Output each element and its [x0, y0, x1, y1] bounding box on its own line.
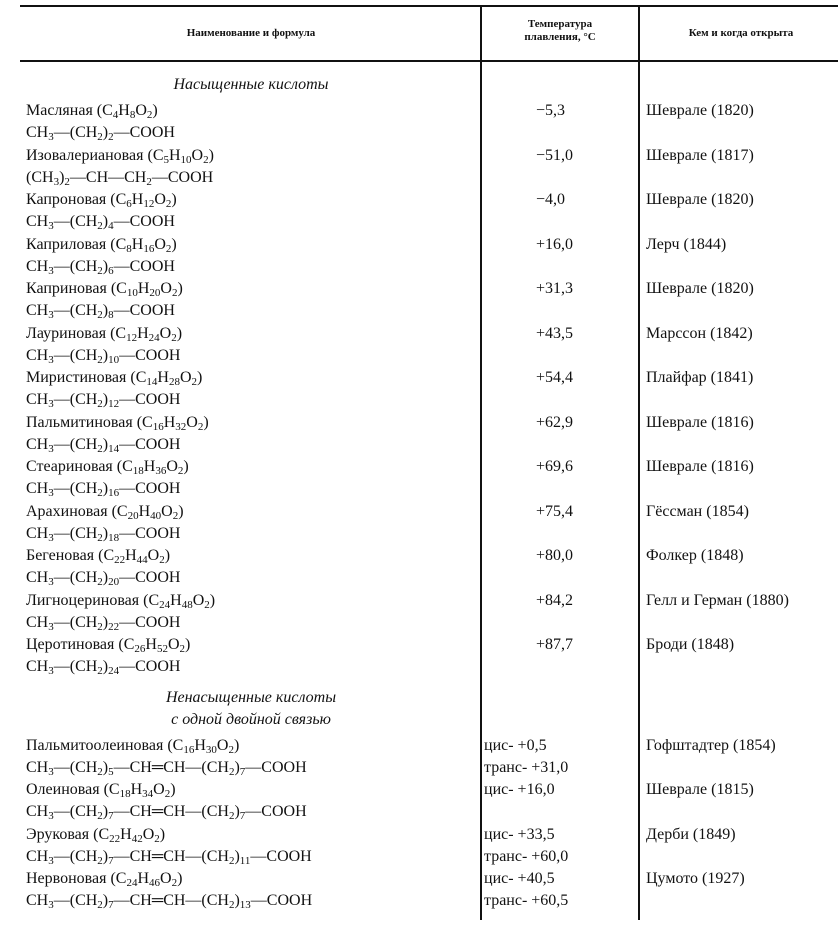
melting-point: +87,7	[536, 636, 574, 653]
acid-name: Миристиновая $(C_{14}H_{28}O_2)$	[26, 369, 203, 388]
header-melting-point-line1: Температура	[527, 18, 593, 30]
melting-point: +69,6	[536, 458, 574, 475]
acid-name: Лигноцериновая $(C_{24}H_{48}O_2)$	[26, 591, 216, 611]
melting-point: −51,0	[536, 146, 574, 164]
acid-formula: $CH_3—(CH_2)_4—COOH$	[26, 213, 175, 232]
melting-point-trans: транс- +60,0	[484, 847, 569, 865]
melting-point-trans: транс- +60,5	[484, 892, 569, 909]
melting-point: +43,5	[536, 324, 574, 342]
acid-formula: $CH_3—(CH_2)_{22}—COOH$	[26, 613, 181, 633]
melting-point: +16,0	[536, 235, 574, 253]
acid-name: Пальмитиновая $(C_{16}H_{32}O_2)$	[26, 413, 209, 433]
melting-point: цис- +0,5	[484, 736, 547, 754]
discovery: Фолкер (1848)	[646, 547, 744, 564]
header-name-formula: Наименование и формула	[186, 27, 316, 39]
section-title: Ненасыщенные кислоты	[165, 688, 337, 706]
acid-formula: $CH_3—(CH_2)_{12}—COOH$	[26, 391, 181, 410]
melting-point: −5,3	[536, 102, 566, 119]
acid-name: Каприновая $(C_{10}H_{20}O_2)$	[26, 280, 183, 299]
acid-formula: $CH_3—(CH_2)_5—CH═CH—(CH_2)_7—COOH$	[26, 758, 307, 778]
section-title: с одной двойной связью	[171, 710, 331, 728]
melting-point: +84,2	[536, 591, 574, 609]
discovery: Шеврале (1816)	[646, 458, 754, 475]
discovery: Лерч (1844)	[646, 235, 727, 253]
acid-name: Церотиновая $(C_{26}H_{52}O_2)$	[26, 636, 191, 655]
acid-name: Изовалериановая $(C_5H_{10}O_2)$	[26, 146, 214, 166]
column-divider-2	[638, 5, 640, 920]
acid-name: Пальмитоолеиновая $(C_{16}H_{30}O_2)$	[26, 736, 240, 756]
section-title: Насыщенные кислоты	[173, 76, 329, 93]
melting-point: +62,9	[536, 413, 574, 431]
melting-point: −4,0	[536, 191, 566, 208]
top-rule	[20, 5, 838, 7]
acid-name: Масляная $(C_4H_8O_2)$	[26, 102, 158, 121]
acid-name: Олеиновая $(C_{18}H_{34}O_2)$	[26, 781, 176, 800]
acid-formula: $CH_3—(CH_2)_6—COOH$	[26, 257, 175, 277]
melting-point: +80,0	[536, 547, 574, 564]
discovery: Шеврале (1820)	[646, 191, 754, 208]
discovery: Шеврале (1817)	[646, 146, 754, 164]
discovery: Шеврале (1816)	[646, 413, 754, 431]
melting-point: +31,3	[536, 280, 574, 297]
acid-formula: $CH_3—(CH_2)_2—COOH$	[26, 124, 175, 143]
discovery: Броди (1848)	[646, 636, 735, 653]
acid-name: Нервоновая $(C_{24}H_{46}O_2)$	[26, 870, 183, 889]
acid-name: Бегеновая $(C_{22}H_{44}O_2)$	[26, 547, 171, 566]
header-bottom-rule	[20, 60, 838, 62]
melting-point: +75,4	[536, 502, 574, 520]
discovery: Цумото (1927)	[646, 870, 745, 887]
discovery: Гёссман (1854)	[646, 502, 749, 520]
melting-point: цис- +16,0	[484, 781, 555, 798]
discovery: Шеврале (1815)	[646, 781, 754, 798]
acid-name: Капроновая $(C_6H_{12}O_2)$	[26, 191, 177, 210]
discovery: Марссон (1842)	[646, 324, 753, 342]
acid-formula: $CH_3—(CH_2)_{24}—COOH$	[26, 658, 181, 677]
acid-formula: $CH_3—(CH_2)_{20}—COOH$	[26, 569, 181, 588]
acid-formula: $CH_3—(CH_2)_{10}—COOH$	[26, 346, 181, 366]
discovery: Плайфар (1841)	[646, 369, 754, 386]
acid-name: Эруковая $(C_{22}H_{42}O_2)$	[26, 825, 166, 845]
acid-formula: $CH_3—(CH_2)_7—CH═CH—(CH_2)_7—COOH$	[26, 803, 307, 822]
discovery: Гофштадтер (1854)	[646, 736, 776, 754]
acid-formula: $(CH_3)_2—CH—CH_2—COOH$	[26, 168, 214, 188]
discovery: Шеврале (1820)	[646, 102, 754, 119]
melting-point: цис- +33,5	[484, 825, 555, 843]
acid-name: Арахиновая $(C_{20}H_{40}O_2)$	[26, 502, 184, 522]
melting-point: цис- +40,5	[484, 870, 555, 887]
acid-formula: $CH_3—(CH_2)_{14}—COOH$	[26, 435, 181, 455]
acid-name: Каприловая $(C_8H_{16}O_2)$	[26, 235, 177, 255]
acid-formula: $CH_3—(CH_2)_8—COOH$	[26, 302, 175, 321]
melting-point: +54,4	[536, 369, 574, 386]
header-melting-point-line2: плавления, °С	[524, 31, 596, 43]
acid-formula: $CH_3—(CH_2)_7—CH═CH—(CH_2)_{13}—COOH$	[26, 892, 313, 911]
acid-name: Лауриновая $(C_{12}H_{24}O_2)$	[26, 324, 183, 344]
discovery: Дерби (1849)	[646, 825, 736, 843]
discovery: Гелл и Герман (1880)	[646, 591, 789, 609]
discovery: Шеврале (1820)	[646, 280, 754, 297]
column-divider-1	[480, 5, 482, 920]
acid-formula: $CH_3—(CH_2)_{18}—COOH$	[26, 524, 181, 544]
acid-name: Стеариновая $(C_{18}H_{36}O_2)$	[26, 458, 189, 477]
melting-point-trans: транс- +31,0	[484, 758, 569, 776]
header-discovered-by: Кем и когда открыта	[688, 27, 794, 39]
acid-formula: $CH_3—(CH_2)_{16}—COOH$	[26, 480, 181, 499]
acid-formula: $CH_3—(CH_2)_7—CH═CH—(CH_2)_{11}—COOH$	[26, 847, 312, 867]
